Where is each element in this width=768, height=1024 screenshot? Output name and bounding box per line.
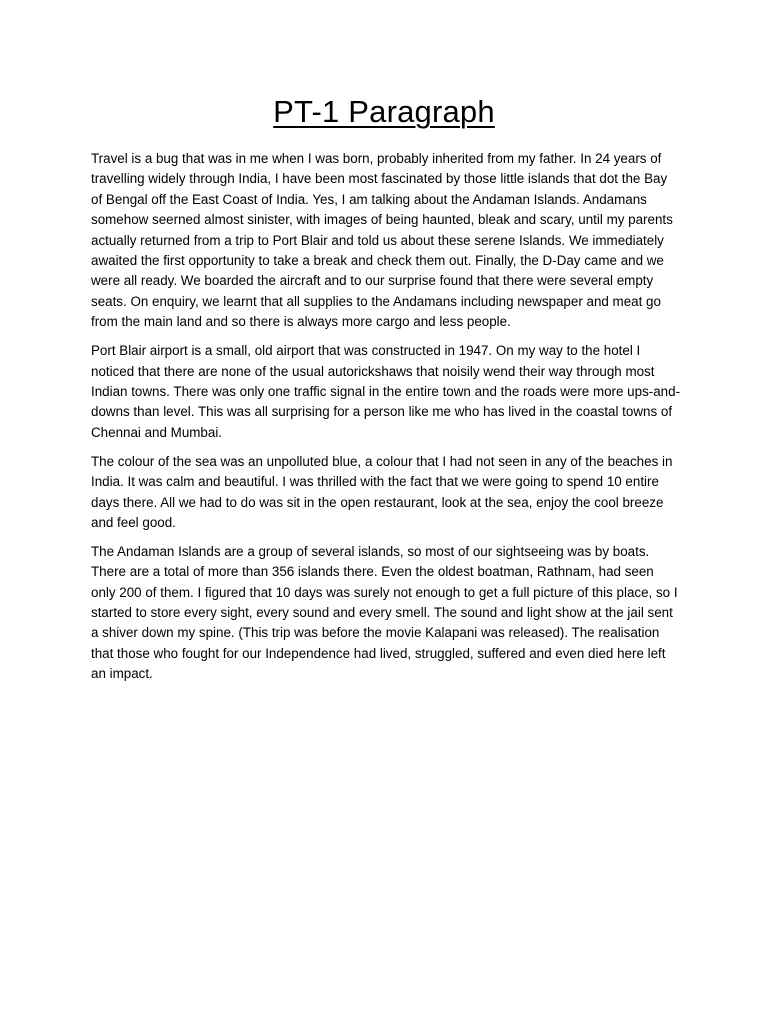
paragraph-1: Travel is a bug that was in me when I was born, probably inherited from my father. In 24 years of travelling widely through India, I have been most fascinated by those little islands that dot the Bay of Bengal off the East Coast of India. Yes, I am talking about the Andaman Islands. Andamans somehow seerned almost sinister, with images of being haunted, bleak and scary, until my parents actually returned from a trip to Port Blair and told us about these serene Islands. We immediately awaited the first opportunity to take a break and check them out. Finally, the D-Day came and we were all ready. We boarded the aircraft and to our surprise found that there were several empty seats. On enquiry, we learnt that all supplies to the Andamans including newspaper and meat go from the main land and so there is always more cargo and less people. bbox=[91, 151, 673, 330]
document-body bbox=[91, 149, 681, 693]
paragraph-4: The Andaman Islands are a group of several islands, so most of our sightseeing was by boats. There are a total of more than 356 islands there. Even the oldest boatman, Rathnam, had seen only 200 of them. I figured that 10 days was surely not enough to get a full picture of this place, so I started to store every sight, every sound and every smell. The sound and light show at the jail sent a shiver down my spine. (This trip was before the movie Kalapani was released). The realisation that those who fought for our Independence had lived, struggled, suffered and even died here left an impact. bbox=[91, 543, 678, 682]
page-title: PT-1 Paragraph bbox=[273, 94, 495, 129]
paragraph-3: The colour of the sea was an unpolluted blue, a colour that I had not seen in any of the beaches in India. It was calm and beautiful. I was thrilled with the fact that we were going to spend 10 entire days there. All we had to do was sit in the open restaurant, look at the sea, enjoy the cool breeze and feel good. bbox=[91, 453, 673, 530]
paragraph-2: Port Blair airport is a small, old airport that was constructed in 1947. On my way to the hotel I noticed that there are none of the usual autorickshaws that noisily wend their way through most Indian towns. There was only one traffic signal in the entire town and the roads were more ups-and-downs than level. This was all surprising for a person like me who has lived in the coastal towns of Chennai and Mumbai. bbox=[91, 343, 681, 440]
